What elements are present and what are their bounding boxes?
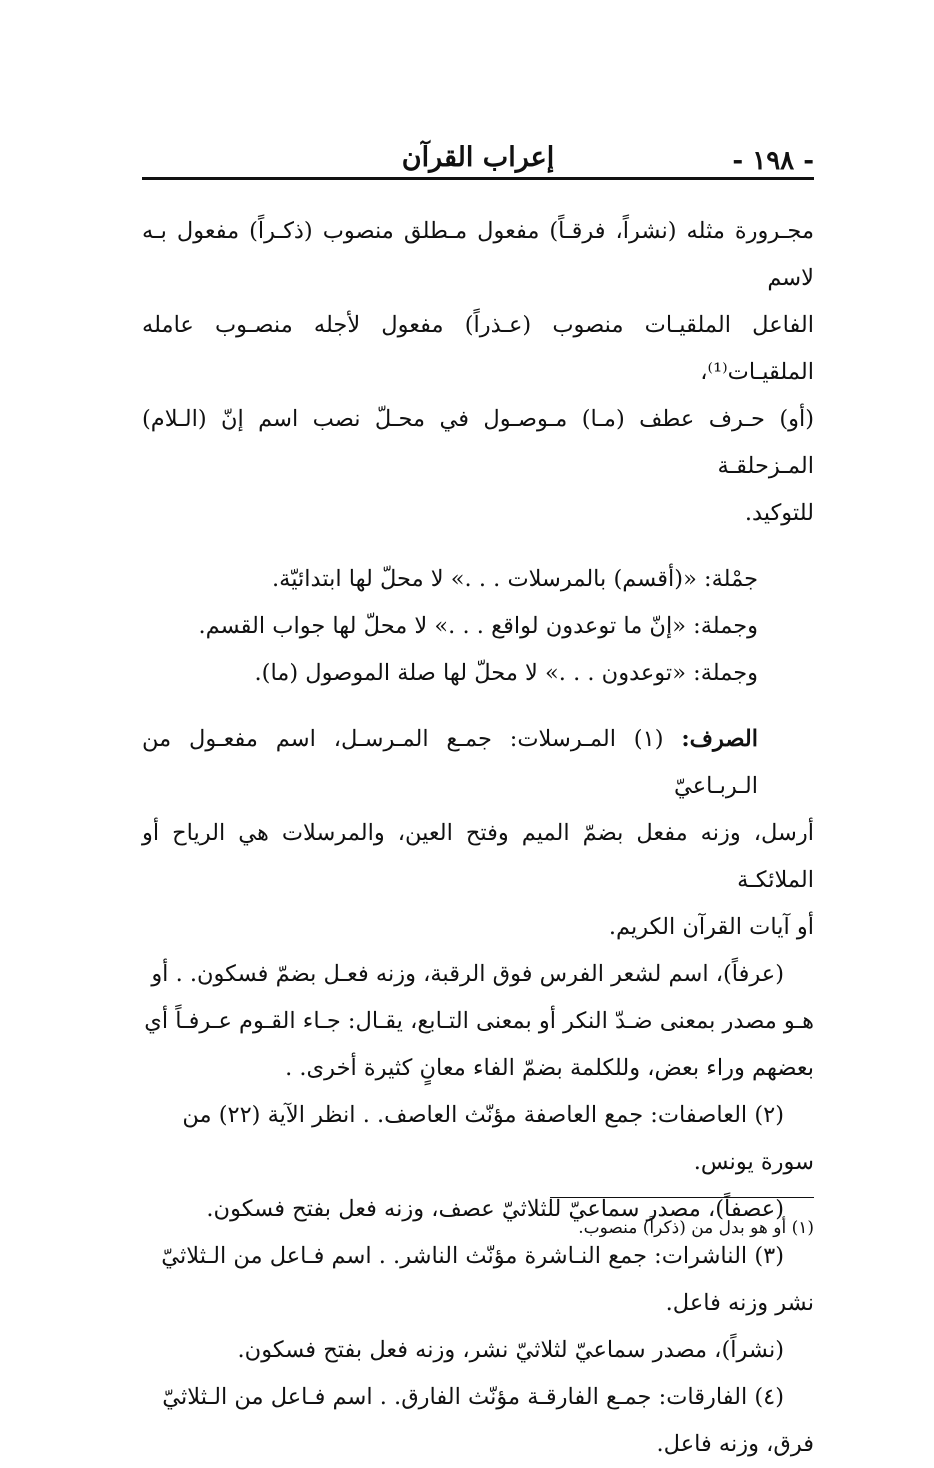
spacer	[142, 697, 814, 716]
sarf-text: (١) المـرسلات: جمـع المـرسـل، اسم مفعـول من الـربـاعيّ	[142, 726, 758, 799]
sentence-item: وجملة: «إنّ ما توعدون لواقع . . .» لا محلّ لها جواب القسم.	[198, 613, 758, 639]
sentence-list	[142, 556, 814, 697]
paragraph-line: الفاعل الملقيـات منصوب (عـذراً) مفعول لأجله منصـوب عامله الملقيـات⁽¹⁾،	[142, 312, 814, 385]
paragraph-line: (٤) الفارقات: جمـع الفارقـة مؤنّث الفارق. . اسم فـاعل من الـثلاثيّ	[162, 1384, 784, 1410]
paragraph-line: (نشراً)، مصدر سماعيّ لثلاثيّ نشر، وزنه فعل بفتح فسكون.	[237, 1337, 784, 1363]
page-number: - ١٩٨ -	[732, 146, 814, 176]
paragraph-line: (عرفاً)، اسم لشعر الفرس فوق الرقبة، وزنه فعـل بضمّ فسكون. . أو	[151, 961, 784, 987]
paragraph-line: للتوكيد.	[744, 500, 814, 526]
running-title: إعراب القرآن	[401, 142, 555, 173]
paragraph-line: بعضهم وراء بعض، وللكلمة بضمّ الفاء معانٍ كثيرة أخرى. .	[285, 1055, 814, 1081]
paragraph-line: (أو) حـرف عطف (مـا) مـوصـول في محـلّ نصب اسم إنّ (الـلام) المـزحلقـة	[142, 406, 814, 479]
paragraph-line: (٢) العاصفات: جمع العاصفة مؤنّث العاصف. . انظر الآية (٢٢) من	[182, 1102, 784, 1128]
sarf-line	[142, 716, 814, 810]
sentence-item: وجملة: «توعدون . . .» لا محلّ لها صلة الموصول (ما).	[254, 660, 758, 686]
paragraph-line: فرق، وزنه فاعل.	[656, 1431, 814, 1457]
footnote-rule	[550, 1197, 814, 1198]
sentence-item: جمْلة: «(أقسم) بالمرسلات . . .» لا محلّ لها ابتدائيّة.	[272, 566, 758, 592]
paragraph-line: نشر وزنه فاعل.	[665, 1290, 814, 1316]
paragraph-line: هـو مصدر بمعنى ضـدّ النكر أو بمعنى التـابع، يقـال: جـاء القـوم عـرفـاً أي	[144, 1008, 814, 1034]
sarf-label: الصرف:	[681, 726, 759, 752]
paragraph-line: مجـرورة مثله (نشراً، فرقـاً) مفعول مـطلق منصوب (ذكـراً) مفعول بـه لاسم	[142, 218, 814, 291]
page-body	[142, 208, 814, 1468]
spacer	[142, 537, 814, 556]
paragraph-line: أرسل، وزنه مفعل بضمّ الميم وفتح العين، والمرسلات هي الرياح أو الملائكـة	[142, 820, 814, 893]
footnote: (١) أو هو بدل من (ذكراً) منصوب.	[578, 1218, 814, 1238]
paragraph-line: (عصفاً)، مصدر سماعيّ للثلاثيّ عصف، وزنه فعل بفتح فسكون.	[206, 1196, 784, 1222]
paragraph-line: أو آيات القرآن الكريم.	[608, 914, 814, 940]
paragraph-line: (٣) الناشرات: جمع النـاشرة مؤنّث الناشر. . اسم فـاعل من الـثلاثيّ	[161, 1243, 784, 1269]
page-header	[142, 140, 814, 180]
paragraph-line: سورة يونس.	[693, 1149, 814, 1175]
header-rule	[142, 177, 814, 180]
